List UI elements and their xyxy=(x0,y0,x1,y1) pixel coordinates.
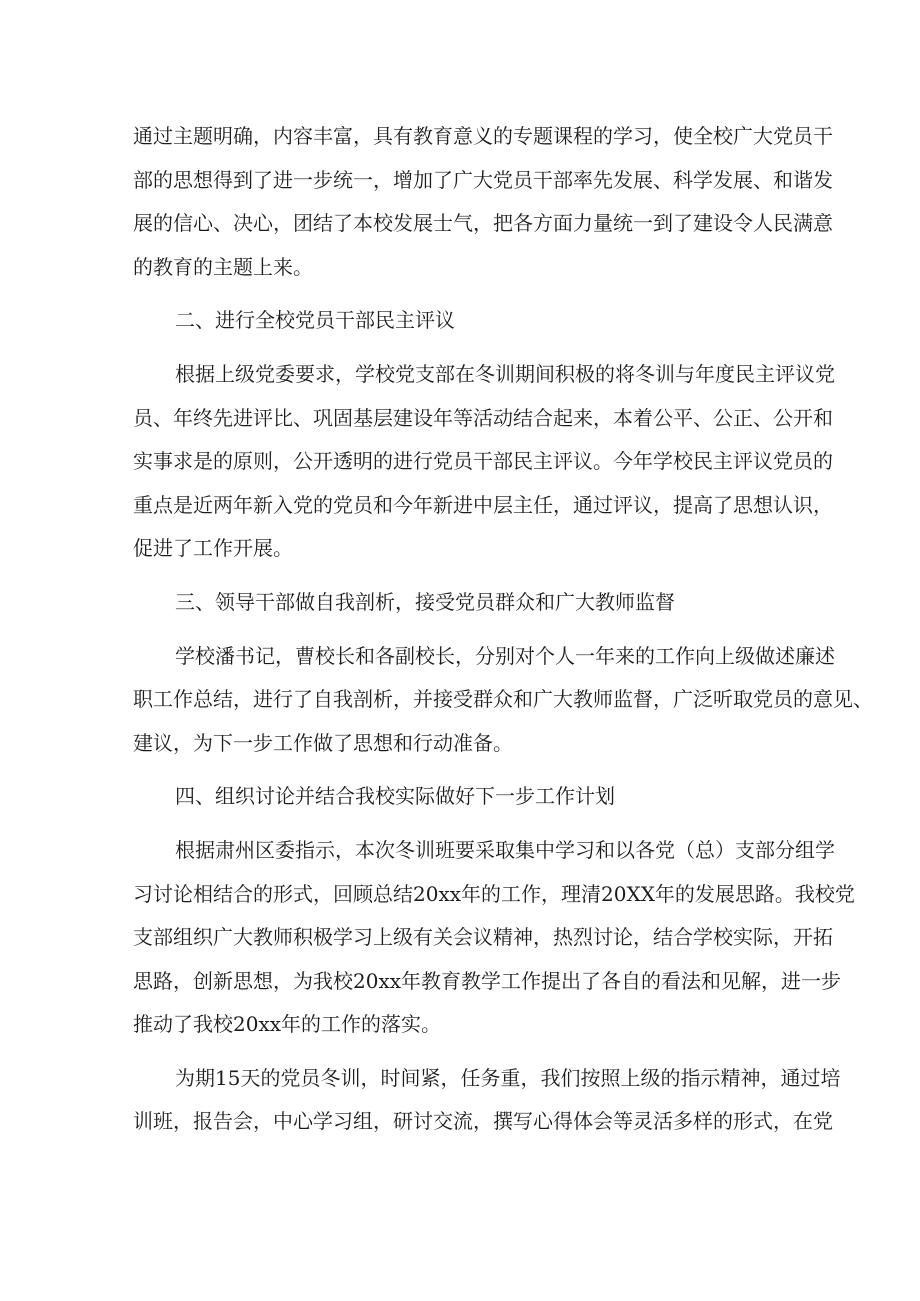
text-line: 学校潘书记，曹校长和各副校长，分别对个人一年来的工作向上级做述廉述 xyxy=(175,643,835,668)
text-line: 思路，创新思想，为我校20xx年教育教学工作提出了各自的看法和见解，进一步 xyxy=(133,968,842,993)
section-heading-4 xyxy=(133,775,793,819)
text-line: 重点是近两年新入党的党员和今年新进中层主任，通过评议，提高了思想认识， xyxy=(133,492,833,517)
text-line: 职工作总结，进行了自我剖析，并接受群众和广大教师监督，广泛听取党员的意见、 xyxy=(133,687,873,712)
paragraph-intro xyxy=(133,115,833,289)
text-line: 促进了工作开展。 xyxy=(133,536,293,561)
text-line: 建议，为下一步工作做了思想和行动准备。 xyxy=(133,730,513,755)
text-line: 部的思想得到了进一步统一，增加了广大党员干部率先发展、科学发展、和谐发 xyxy=(133,167,833,192)
text-line: 展的信心、决心，团结了本校发展士气，把各方面力量统一到了建设令人民满意 xyxy=(133,211,833,236)
text-line: 推动了我校20xx年的工作的落实。 xyxy=(133,1012,442,1037)
heading-text: 二、进行全校党员干部民主评议 xyxy=(175,308,455,333)
text-line: 员、年终先进评比、巩固基层建设年等活动结合起来，本着公平、公正、公开和 xyxy=(133,405,833,430)
heading-text: 三、领导干部做自我剖析，接受党员群众和广大教师监督 xyxy=(175,589,675,614)
text-line: 为期15天的党员冬训，时间紧，任务重，我们按照上级的指示精神，通过培 xyxy=(175,1065,841,1090)
text-line: 根据上级党委要求，学校党支部在冬训期间积极的将冬训与年度民主评议党 xyxy=(175,361,835,386)
paragraph-evaluation xyxy=(133,353,835,571)
heading-text: 四、组织讨论并结合我校实际做好下一步工作计划 xyxy=(175,784,615,809)
text-line: 根据肃州区委指示，本次冬训班要采取集中学习和以各党（总）支部分组学 xyxy=(175,837,835,862)
paragraph-discussion xyxy=(133,829,855,1047)
text-line: 支部组织广大教师积极学习上级有关会议精神，热烈讨论，结合学校实际，开拓 xyxy=(133,925,833,950)
text-line: 习讨论相结合的形式，回顾总结20xx年的工作，理清20XX年的发展思路。我校党 xyxy=(133,881,855,906)
document-body xyxy=(133,115,873,1144)
text-line: 实事求是的原则，公开透明的进行党员干部民主评议。今年学校民主评议党员的 xyxy=(133,449,833,474)
paragraph-self-analysis xyxy=(133,635,873,766)
section-heading-3 xyxy=(133,581,793,625)
text-line: 训班，报告会，中心学习组，研讨交流，撰写心得体会等灵活多样的形式，在党 xyxy=(133,1109,833,1134)
section-heading-2 xyxy=(133,299,793,343)
text-line: 通过主题明确，内容丰富，具有教育意义的专题课程的学习，使全校广大党员干 xyxy=(133,124,833,148)
text-line: 的教育的主题上来。 xyxy=(133,254,313,279)
paragraph-summary xyxy=(133,1057,841,1144)
